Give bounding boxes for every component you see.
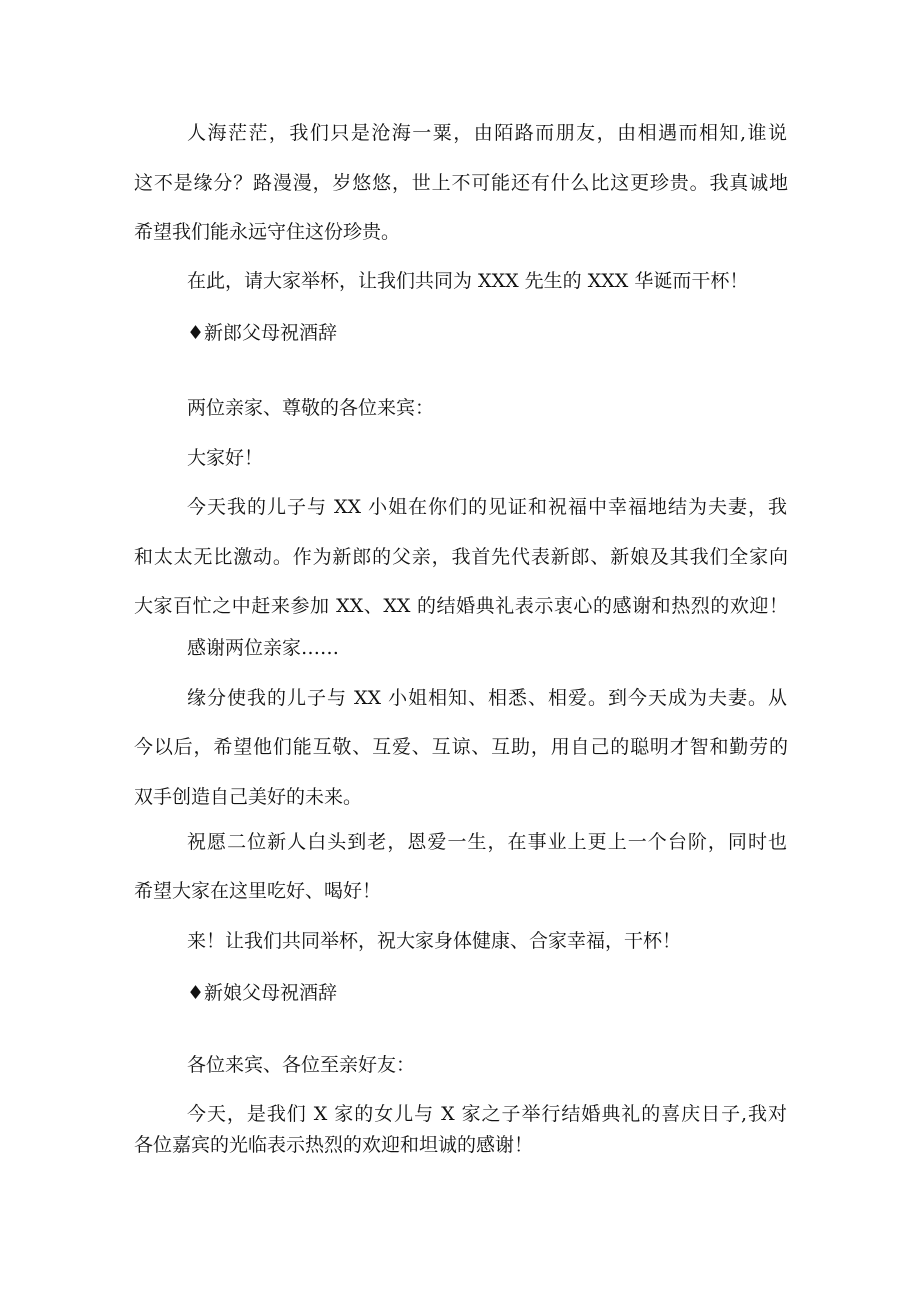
para1-line3: 希望我们能永远守住这份珍贵。 bbox=[134, 221, 401, 243]
para5-line3: 大家百忙之中赶来参加 XX、XX 的结婚典礼表示衷心的感谢和热烈的欢迎！ bbox=[134, 595, 788, 617]
para10-salutation: 各位来宾、各位至亲好友： bbox=[187, 1054, 416, 1076]
heading-groom-parents-toast: ♦新郎父母祝酒辞 bbox=[187, 322, 338, 344]
para2: 在此，请大家举杯，让我们共同为 XXX 先生的 XXX 华诞而干杯！ bbox=[187, 270, 749, 292]
para7-line1: 缘分使我的儿子与 XX 小姐相知、相悉、相爱。到今天成为夫妻。从 bbox=[187, 687, 787, 709]
para5-line1: 今天我的儿子与 XX 小姐在你们的见证和祝福中幸福地结为夫妻，我 bbox=[187, 496, 787, 518]
para4-greeting: 大家好！ bbox=[187, 447, 264, 469]
para7-line2: 今以后，希望他们能互敬、互爱、互谅、互助，用自己的聪明才智和勤劳的 bbox=[134, 736, 788, 758]
para11-line2: 各位嘉宾的光临表示热烈的欢迎和坦诚的感谢！ bbox=[134, 1134, 534, 1156]
heading-bride-parents-toast: ♦新娘父母祝酒辞 bbox=[187, 982, 338, 1004]
para9: 来！让我们共同举杯，祝大家身体健康、合家幸福，干杯！ bbox=[187, 930, 682, 952]
para3-salutation: 两位亲家、尊敬的各位来宾： bbox=[187, 397, 435, 419]
para8-line2: 希望大家在这里吃好、喝好！ bbox=[134, 880, 382, 902]
para5-line2: 和太太无比激动。作为新郎的父亲，我首先代表新郎、新娘及其我们全家向 bbox=[134, 546, 788, 568]
para6: 感谢两位亲家…… bbox=[187, 637, 340, 659]
para1-line1: 人海茫茫，我们只是沧海一粟，由陌路而朋友，由相遇而相知,谁说 bbox=[187, 122, 787, 144]
para7-line3: 双手创造自己美好的未来。 bbox=[134, 786, 363, 808]
para11-line1: 今天，是我们 X 家的女儿与 X 家之子举行结婚典礼的喜庆日子,我对 bbox=[187, 1103, 787, 1125]
para8-line1: 祝愿二位新人白头到老，恩爱一生，在事业上更上一个台阶，同时也 bbox=[187, 831, 787, 853]
para1-line2: 这不是缘分？路漫漫，岁悠悠，世上不可能还有什么比这更珍贵。我真诚地 bbox=[134, 172, 788, 194]
